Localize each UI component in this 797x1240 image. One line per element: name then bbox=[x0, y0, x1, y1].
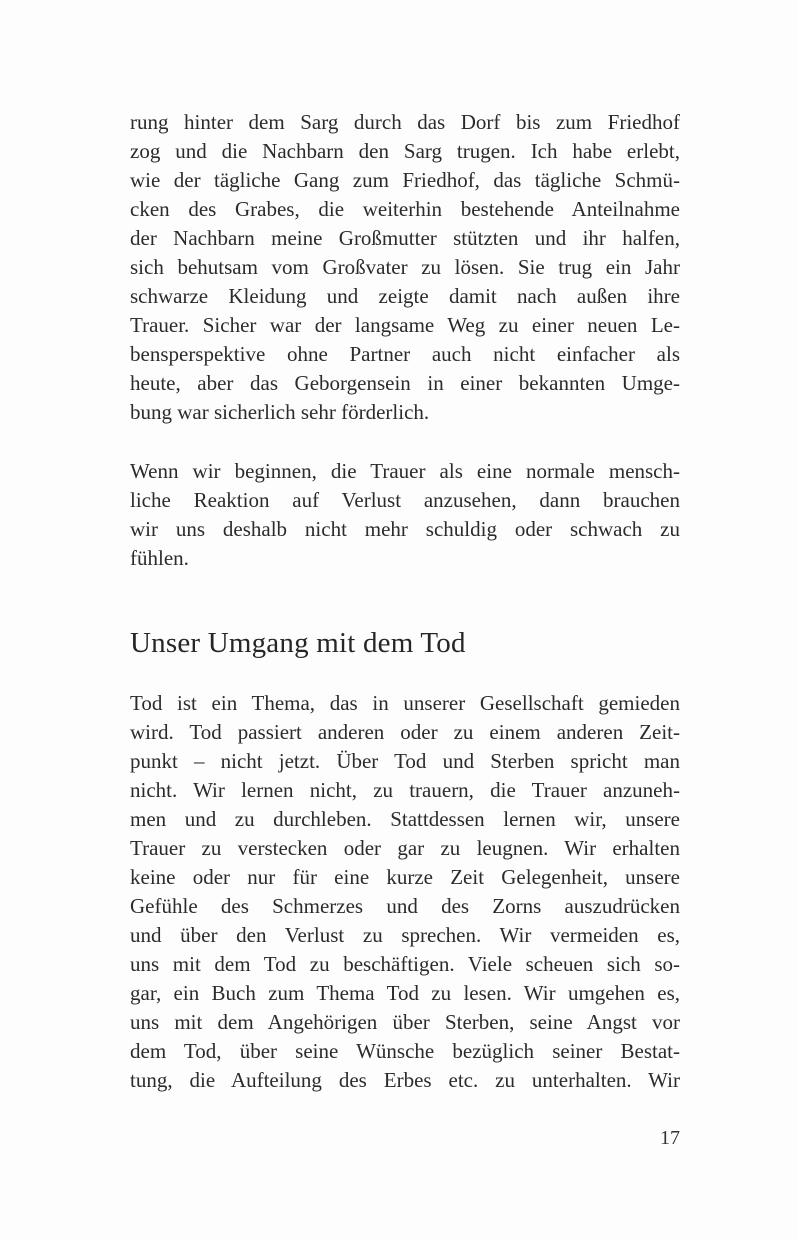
text-line: und über den Verlust zu sprechen. Wir vermeiden es, bbox=[130, 923, 680, 947]
text-line: dem Tod, über seine Wünsche bezüglich seiner Bestat- bbox=[130, 1039, 680, 1063]
text-line: keine oder nur für eine kurze Zeit Gelegenheit, unsere bbox=[130, 865, 680, 889]
text-line: schwarze Kleidung und zeigte damit nach außen ihre bbox=[130, 284, 680, 308]
text-line: wird. Tod passiert anderen oder zu einem anderen Zeit- bbox=[130, 720, 680, 744]
text-line: bung war sicherlich sehr förderlich. bbox=[130, 400, 430, 424]
text-line: Gefühle des Schmerzes und des Zorns auszudrücken bbox=[130, 894, 680, 918]
text-line: wie der tägliche Gang zum Friedhof, das tägliche Schmü- bbox=[130, 168, 680, 192]
text-line: heute, aber das Geborgensein in einer bekannten Umge- bbox=[130, 371, 680, 395]
text-line: liche Reaktion auf Verlust anzusehen, dann brauchen bbox=[130, 488, 680, 512]
text-line: gar, ein Buch zum Thema Tod zu lesen. Wir umgehen es, bbox=[130, 981, 680, 1005]
text-line: punkt – nicht jetzt. Über Tod und Sterben spricht man bbox=[130, 749, 680, 773]
section-heading: Unser Umgang mit dem Tod bbox=[130, 627, 466, 659]
text-line: tung, die Aufteilung des Erbes etc. zu unterhalten. Wir bbox=[130, 1068, 680, 1092]
page-number: 17 bbox=[660, 1127, 680, 1149]
text-line: uns mit dem Tod zu beschäftigen. Viele scheuen sich so- bbox=[130, 952, 680, 976]
text-line: uns mit dem Angehörigen über Sterben, seine Angst vor bbox=[130, 1010, 680, 1034]
text-line: nicht. Wir lernen nicht, zu trauern, die Trauer anzuneh- bbox=[130, 778, 680, 802]
text-line: cken des Grabes, die weiterhin bestehende Anteilnahme bbox=[130, 197, 680, 221]
text-line: bensperspektive ohne Partner auch nicht einfacher als bbox=[130, 342, 680, 366]
paragraph-death-taboo bbox=[130, 689, 680, 1095]
text-line: Tod ist ein Thema, das in unserer Gesellschaft gemieden bbox=[130, 691, 680, 715]
text-line: der Nachbarn meine Großmutter stützten und ihr halfen, bbox=[130, 226, 680, 250]
text-line: zog und die Nachbarn den Sarg trugen. Ich habe erlebt, bbox=[130, 139, 680, 163]
text-line: Wenn wir beginnen, die Trauer als eine normale mensch- bbox=[130, 459, 680, 483]
text-line: Trauer. Sicher war der langsame Weg zu einer neuen Le- bbox=[130, 313, 680, 337]
paragraph-funeral-tradition bbox=[130, 108, 680, 427]
text-line: sich behutsam vom Großvater zu lösen. Sie trug ein Jahr bbox=[130, 255, 680, 279]
paragraph-grief-normal-reaction bbox=[130, 457, 680, 573]
text-column bbox=[130, 108, 680, 1095]
text-line: Trauer zu verstecken oder gar zu leugnen. Wir erhalten bbox=[130, 836, 680, 860]
text-line: rung hinter dem Sarg durch das Dorf bis zum Friedhof bbox=[130, 110, 680, 134]
text-line: wir uns deshalb nicht mehr schuldig oder schwach zu bbox=[130, 517, 680, 541]
text-line: fühlen. bbox=[130, 546, 189, 570]
text-line: men und zu durchleben. Stattdessen lernen wir, unsere bbox=[130, 807, 680, 831]
